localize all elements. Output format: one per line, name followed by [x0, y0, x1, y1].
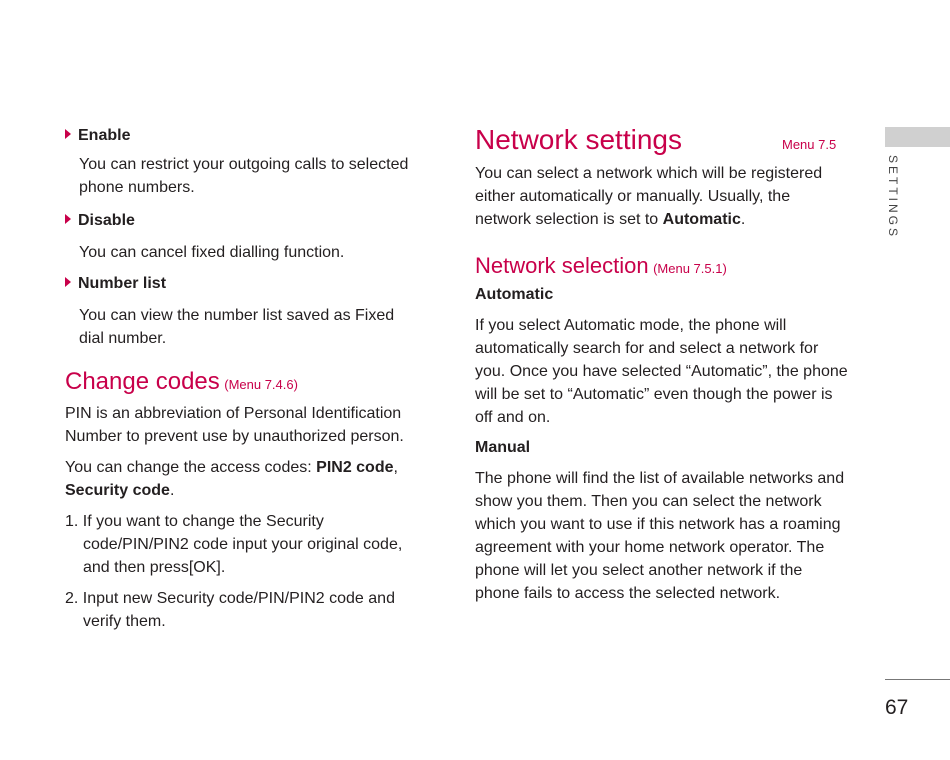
subheading: Manual [475, 439, 531, 456]
paragraph: The phone will find the list of available networks and show you them. Then you can select the network which you want to use if this network has a roaming agreement with your home network operator. The phone will let you select another network if the phone fails to access the selected network. [475, 470, 845, 602]
triangle-bullet-icon [65, 277, 71, 287]
menu-reference: (Menu 7.4.6) [224, 377, 298, 392]
heading-text: Network selection [475, 253, 649, 278]
list-item: 1. If you want to change the Security code/PIN/PIN2 code input your original code, and then press[OK]. [65, 513, 403, 576]
item-disable [65, 211, 415, 264]
change-codes-section [65, 368, 415, 633]
list-item: 2. Input new Security code/PIN/PIN2 code and verify them. [65, 590, 395, 630]
paragraph: PIN is an abbreviation of Personal Identification Number to prevent use by unauthorized person. [65, 405, 404, 445]
item-number-list [65, 274, 415, 350]
triangle-bullet-icon [65, 214, 71, 224]
left-column [65, 126, 415, 633]
item-description: You can cancel fixed dialling function. [79, 244, 345, 261]
menu-reference: Menu 7.5 [782, 137, 837, 152]
section-heading [475, 253, 850, 279]
network-settings-heading [475, 124, 850, 158]
network-selection-section [475, 253, 850, 605]
side-tab [885, 127, 950, 147]
triangle-bullet-icon [65, 129, 71, 139]
heading-text: Change codes [65, 368, 220, 395]
subheading: Automatic [475, 286, 554, 303]
heading-text: Network settings [475, 124, 682, 155]
item-enable [65, 126, 415, 199]
footer-rule [885, 679, 950, 680]
item-title: Number list [78, 275, 167, 292]
item-title: Enable [78, 127, 131, 144]
item-description: You can restrict your outgoing calls to selected phone numbers. [79, 156, 409, 196]
side-tab-label: SETTINGS [886, 155, 900, 240]
item-title: Disable [78, 212, 135, 229]
paragraph: You can change the access codes: PIN2 code, Security code. [65, 459, 398, 499]
paragraph: You can select a network which will be registered either automatically or manually. Usually, the network selection is set to Automatic. [475, 165, 823, 228]
right-column [475, 124, 850, 605]
paragraph: If you select Automatic mode, the phone will automatically search for and select a network for you. Once you have selected “Automatic”, the phone will be set to “Automatic” even though the power is off and on. [475, 317, 848, 426]
menu-reference: (Menu 7.5.1) [653, 261, 727, 276]
section-heading [65, 368, 415, 396]
item-description: You can view the number list saved as Fixed dial number. [79, 307, 395, 347]
page-number: 67 [885, 696, 909, 719]
